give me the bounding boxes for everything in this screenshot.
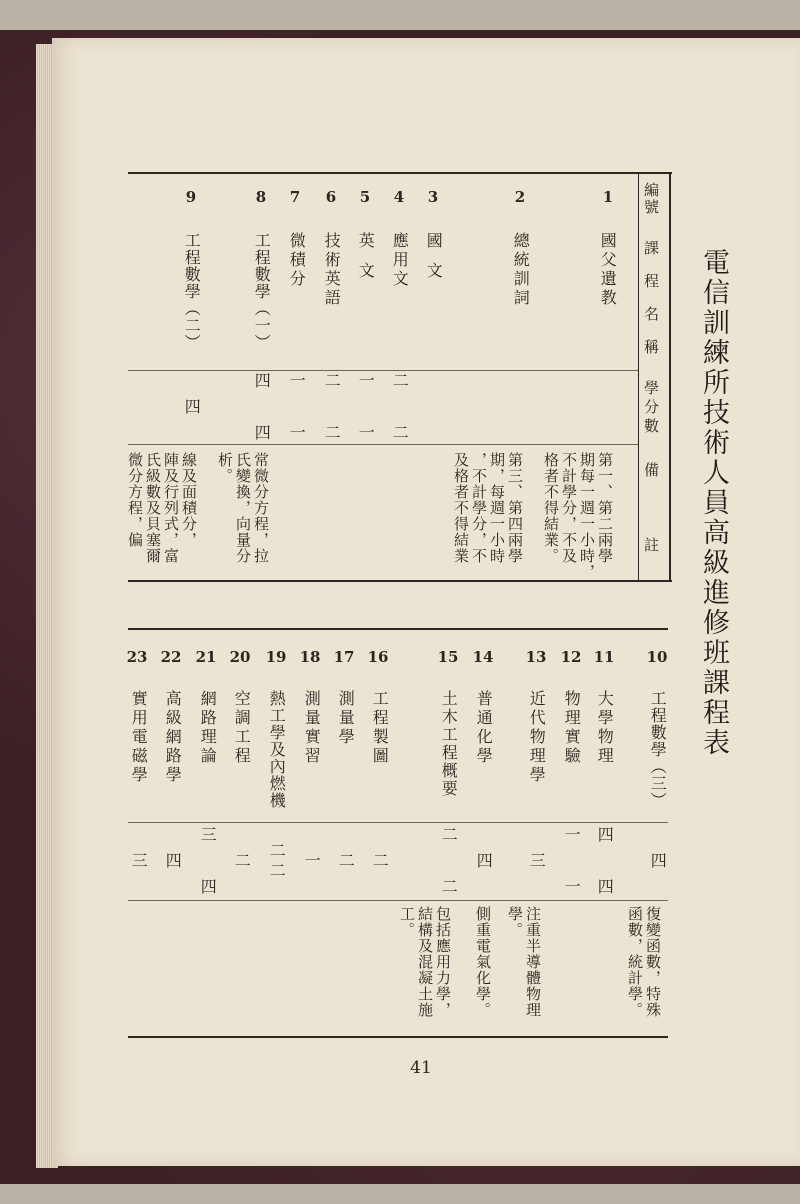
table2-divider-name: [128, 822, 668, 823]
course-name: 實用電磁學: [129, 690, 149, 785]
credits-sem-c: 二: [439, 878, 459, 897]
table1-top-rule: [128, 172, 672, 174]
row-number: 9: [185, 188, 197, 206]
course-note: 第三、第四兩學 期，每週一小時 ，不計學分，不 及格者不得結業: [452, 452, 524, 564]
row-number: 13: [525, 648, 547, 666]
course-name: 工程數學（三）: [648, 690, 668, 809]
credits-sem-b: 四: [163, 852, 183, 871]
course-name: 微積分: [287, 232, 307, 289]
table2-divider-credits: [128, 900, 668, 901]
credits-sem-a: 四: [182, 398, 202, 417]
credits-sem-c: 一: [562, 878, 582, 897]
header-course-name: 課程名稱: [642, 240, 660, 372]
row-number: 20: [229, 648, 251, 666]
course-name: 英文: [356, 232, 376, 292]
course-note: 線及面積分， 陣及行列式，富 氏級數及貝塞爾 微分方程，偏: [126, 452, 198, 564]
row-number: 6: [325, 188, 337, 206]
credits-sem-b: 四: [648, 852, 668, 871]
credits-sem-a: 四: [595, 826, 615, 845]
table1-bottom-rule: [128, 580, 672, 582]
row-number: 10: [646, 648, 668, 666]
credits-sem-b: 二: [232, 852, 252, 871]
credits-sem-b: 二: [370, 852, 390, 871]
row-number: 14: [472, 648, 494, 666]
course-note: 第一、第二兩學 期每一週一小時， 不計學分，不及 格者不得結業。: [542, 452, 614, 580]
course-name: 工程製圖: [370, 690, 390, 766]
credits-sem-a: 一: [562, 826, 582, 845]
course-name: 測量實習: [302, 690, 322, 766]
row-number: 22: [160, 648, 182, 666]
course-name: 技術英語: [322, 232, 342, 308]
credits-sem-b: 二: [336, 852, 356, 871]
course-note: 側重電氣化學。: [474, 906, 492, 1018]
row-number: 12: [560, 648, 582, 666]
header-divider: [638, 172, 639, 582]
credits-sem-a: 二: [390, 372, 410, 391]
course-name: 應用文: [390, 232, 410, 289]
course-name: 普通化學: [474, 690, 494, 766]
row-number: 16: [367, 648, 389, 666]
course-note: 包括應用力學， 結構及混凝土施 工。: [398, 906, 452, 1018]
course-note: 復變函數，特殊 函數，統計學。: [626, 906, 662, 1018]
credits-sem-a: 一: [356, 372, 376, 391]
credits-sem-a: 二: [322, 372, 342, 391]
course-name: 總統訓詞: [511, 232, 531, 308]
row-number: 17: [333, 648, 355, 666]
row-number: 1: [602, 188, 614, 206]
credits-sem-b: 二: [322, 424, 342, 443]
credits-sem-a: 二: [439, 826, 459, 845]
row-number: 23: [126, 648, 148, 666]
header-no: 編號: [642, 182, 660, 216]
credits-sem-b: 二: [267, 862, 287, 881]
course-note: 常微分方程，拉 氏變換，向量分 析。: [216, 452, 270, 564]
course-name: 高級網路學: [163, 690, 183, 785]
row-number: 21: [195, 648, 217, 666]
row-number: 3: [427, 188, 439, 206]
credits-sem-b: 二: [390, 424, 410, 443]
credits-sem-b: 一: [302, 852, 322, 871]
table1-divider-name: [128, 370, 638, 371]
course-name: 空調工程: [232, 690, 252, 766]
header-credits: 學分數: [642, 380, 660, 437]
credits-sem-b: 三: [129, 852, 149, 871]
page-number: 41: [410, 1058, 432, 1078]
row-number: 4: [393, 188, 405, 206]
credits-sem-b: 一: [356, 424, 376, 443]
course-name: 熱工學及內燃機: [267, 690, 287, 809]
page-title: 電信訓練所技術人員高級進修班課程表: [698, 248, 729, 758]
row-number: 15: [437, 648, 459, 666]
course-name: 近代物理學: [527, 690, 547, 785]
header-notes: 備註: [642, 462, 660, 612]
credits-sem-c: 四: [198, 878, 218, 897]
credits-sem-a: 二: [267, 842, 287, 861]
row-number: 8: [255, 188, 267, 206]
course-name: 測量學: [336, 690, 356, 747]
course-name: 工程數學（一）: [252, 232, 272, 351]
course-note: 注重半導體物理 學。: [506, 906, 542, 1018]
row-number: 11: [593, 648, 615, 666]
course-name: 物理實驗: [562, 690, 582, 766]
credits-sem-b: 四: [252, 424, 272, 443]
table2-top-rule: [128, 628, 668, 630]
course-name: 工程數學（二）: [182, 232, 202, 351]
row-number: 18: [299, 648, 321, 666]
credits-sem-b: 三: [527, 852, 547, 871]
row-number: 2: [514, 188, 526, 206]
row-number: 5: [359, 188, 371, 206]
credits-sem-a: 四: [252, 372, 272, 391]
credits-sem-c: 四: [595, 878, 615, 897]
course-name: 國文: [424, 232, 444, 292]
credits-sem-a: 一: [287, 372, 307, 391]
credits-sem-a: 三: [198, 826, 218, 845]
course-name: 土木工程概要: [439, 690, 459, 798]
credits-sem-b: 四: [474, 852, 494, 871]
course-name: 網路理論: [198, 690, 218, 766]
table2-bottom-rule: [128, 1036, 668, 1038]
credits-sem-b: 一: [287, 424, 307, 443]
course-name: 國父遺教: [598, 232, 618, 308]
row-number: 19: [265, 648, 287, 666]
table1-right-rule: [669, 172, 671, 582]
row-number: 7: [289, 188, 301, 206]
table1-divider-credits: [128, 444, 638, 445]
course-name: 大學物理: [595, 690, 615, 766]
